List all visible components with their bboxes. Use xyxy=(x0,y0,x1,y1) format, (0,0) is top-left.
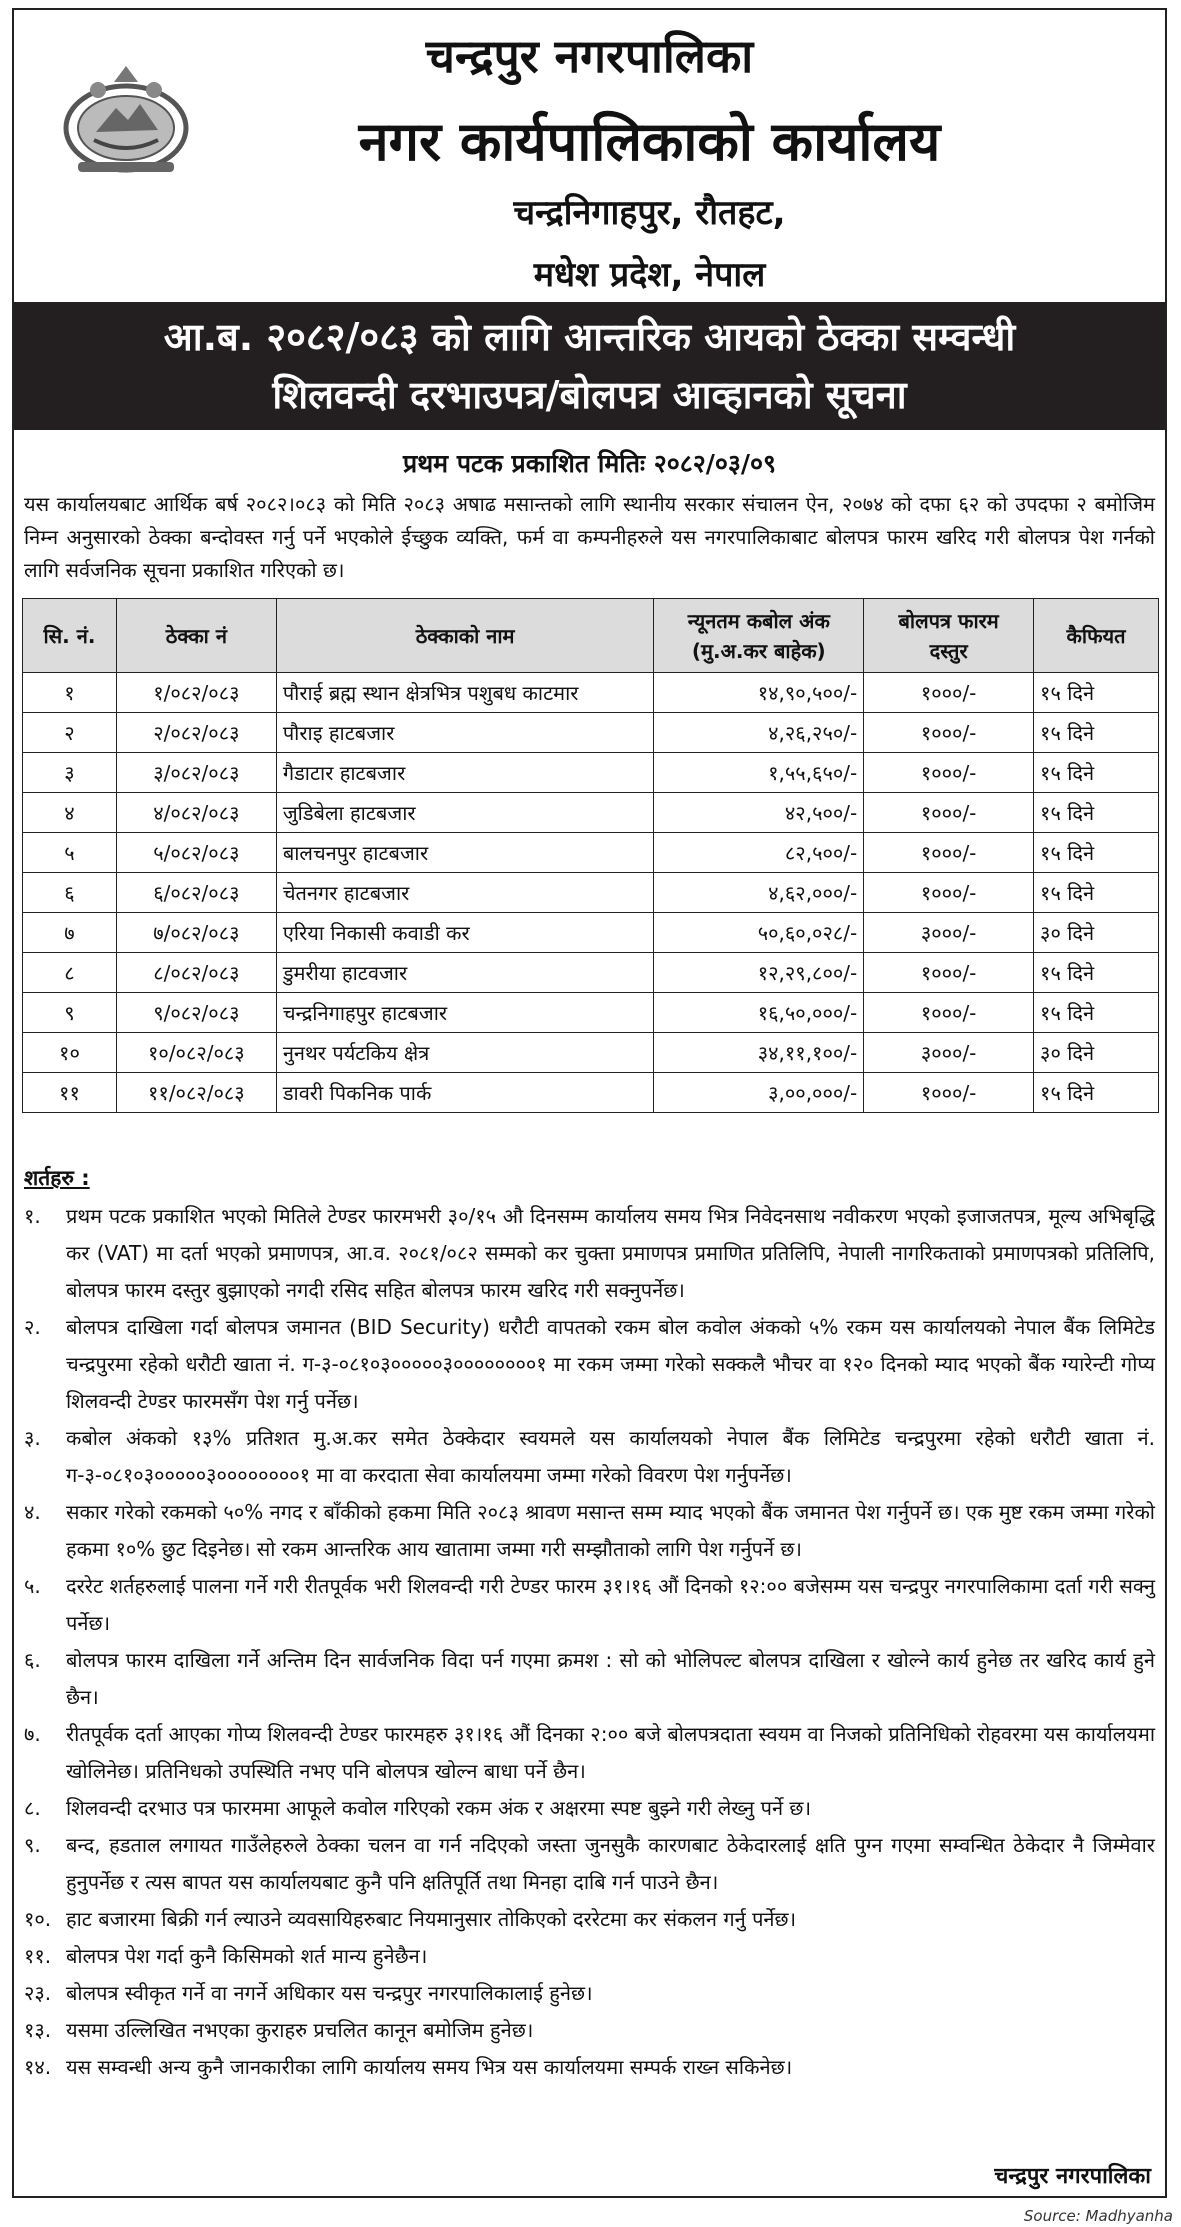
cell-contract-name: बालचनपुर हाटबजार xyxy=(276,833,654,873)
term-item xyxy=(24,1309,1155,1420)
cell-min-bid: ३,००,०००/- xyxy=(654,1073,864,1113)
cell-remarks: १५ दिने xyxy=(1034,953,1159,993)
header-form-fee-line2: दस्तुर xyxy=(929,638,968,663)
term-number: ३. xyxy=(24,1426,41,1450)
cell-contract-name: पौराई ब्रह्म स्थान क्षेत्रभित्र पशुबध काटमार xyxy=(276,673,654,713)
cell-contract-no: ११/०८२/०८३ xyxy=(116,1073,276,1113)
term-number: ६. xyxy=(24,1648,41,1672)
cell-sn: ९ xyxy=(23,993,117,1033)
term-text: दररेट शर्तहरुलाई पालना गर्ने गरी रीतपूर्वक भरी शिलवन्दी गरी टेण्डर फारम ३१।१६ औं दिनको १२:०० बजेसम्म यस चन्द्रपुर नगरपालिकामा दर्ता गरी सक्नु पर्नेछ। xyxy=(66,1574,1155,1635)
table-row xyxy=(23,913,1159,953)
table-row xyxy=(23,753,1159,793)
table-row xyxy=(23,793,1159,833)
cell-min-bid: ४,२६,२५०/- xyxy=(654,713,864,753)
cell-form-fee: ३०००/- xyxy=(864,913,1034,953)
term-number: ८. xyxy=(24,1796,41,1820)
tender-table xyxy=(22,598,1159,1113)
table-header-row xyxy=(23,599,1159,673)
term-number: ४. xyxy=(24,1500,41,1524)
cell-form-fee: ३०००/- xyxy=(864,1033,1034,1073)
cell-contract-name: पौराइ हाटबजार xyxy=(276,713,654,753)
cell-sn: १० xyxy=(23,1033,117,1073)
address-line-1: चन्द्रनिगाहपुर, रौतहट, xyxy=(513,193,786,233)
term-text: बोलपत्र स्वीकृत गर्ने वा नगर्ने अधिकार यस चन्द्रपुर नगरपालिकालाई हुनेछ। xyxy=(66,1981,593,2005)
municipality-name: चन्द्रपुर नगरपालिका xyxy=(425,29,754,83)
cell-remarks: १५ दिने xyxy=(1034,753,1159,793)
cell-remarks: ३० दिने xyxy=(1034,913,1159,953)
term-number: १३. xyxy=(24,2018,52,2042)
cell-sn: ३ xyxy=(23,753,117,793)
cell-contract-no: ४/०८२/०८३ xyxy=(116,793,276,833)
cell-contract-name: नुनथर पर्यटकिय क्षेत्र xyxy=(276,1033,654,1073)
cell-form-fee: १०००/- xyxy=(864,713,1034,753)
cell-contract-no: २/०८२/०८३ xyxy=(116,713,276,753)
cell-contract-no: ७/०८२/०८३ xyxy=(116,913,276,953)
term-text: रीतपूर्वक दर्ता आएका गोप्य शिलवन्दी टेण्डर फारमहरु ३१।१६ औं दिनका २:०० बजे बोलपत्रदाता स्वयम वा निजको प्रतिनिधिको रोहवरमा यस कार्यालयमा खोलिनेछ। प्रतिनिधको उपस्थिति नभए पनि बोलपत्र खोल्न बाधा पर्ने छैन। xyxy=(66,1722,1155,1783)
cell-remarks: १५ दिने xyxy=(1034,1073,1159,1113)
cell-min-bid: ५०,६०,०२८/- xyxy=(654,913,864,953)
table-row xyxy=(23,993,1159,1033)
table-row xyxy=(23,953,1159,993)
term-item xyxy=(24,1568,1155,1642)
table-row xyxy=(23,833,1159,873)
term-number: २३. xyxy=(24,1981,52,2005)
term-text: बोलपत्र दाखिला गर्दा बोलपत्र जमानत (BID Security) धरौटी वापतको रकम बोल कवोल अंकको ५% रकम यस कार्यालयको नेपाल बैंक लिमिटेड चन्द्रपुरमा रहेको धरौटी खाता नं. ग-३-०८१०३०००००३००००००००१ मा रकम जम्मा गरेको सक्कलै भौचर वा १२० दिनको म्याद भएको बैंक ग्यारेन्टी गोप्य शिलवन्दी टेण्डर फारमसँग पेश गर्नु पर्नेछ। xyxy=(66,1315,1155,1413)
cell-form-fee: १०००/- xyxy=(864,673,1034,713)
term-number: १४. xyxy=(24,2055,52,2079)
cell-contract-no: १०/०८२/०८३ xyxy=(116,1033,276,1073)
table-row xyxy=(23,1033,1159,1073)
term-text: बोलपत्र पेश गर्दा कुनै किसिमको शर्त मान्य हुनेछैन। xyxy=(66,1944,428,1968)
tender-table-body xyxy=(23,673,1159,1113)
address-line-2: मधेश प्रदेश, नेपाल xyxy=(533,255,766,295)
cell-remarks: १५ दिने xyxy=(1034,793,1159,833)
term-text: बोलपत्र फारम दाखिला गर्ने अन्तिम दिन सार्वजनिक विदा पर्न गएमा क्रमश : सो को भोलिपल्ट बोलपत्र दाखिला र खोल्ने कार्य हुनेछ तर खरिद कार्य हुने छैन। xyxy=(66,1648,1155,1709)
notice-header xyxy=(14,10,1165,302)
table-row xyxy=(23,873,1159,913)
term-text: प्रथम पटक प्रकाशित भएको मितिले टेण्डर फारमभरी ३०/१५ औ दिनसम्म कार्यालय समय भित्र निवेदनसाथ नवीकरण भएको इजाजतपत्र, मूल्य अभिबृद्धि कर (VAT) मा दर्ता भएको प्रमाणपत्र, आ.व. २०८१/०८२ सम्मको कर चुक्ता प्रमाणपत्र प्रमाणित प्रतिलिपि, नेपाली नागरिकताको प्रमाणपत्रको प्रतिलिपि, बोलपत्र फारम दस्तुर बुझाएको नगदी रसिद सहित बोलपत्र फारम खरिद गरी सक्नुपर्नेछ। xyxy=(66,1204,1155,1302)
term-text: शिलवन्दी दरभाउ पत्र फारममा आफूले कवोल गरिएको रकम अंक र अक्षरमा स्पष्ट बुझ्ने गरी लेख्नु पर्ने छ। xyxy=(66,1796,812,1820)
cell-min-bid: १४,९०,५००/- xyxy=(654,673,864,713)
banner-line-2: शिलवन्दी दरभाउपत्र/बोलपत्र आव्हानको सूचना xyxy=(272,373,907,417)
header-contract-no: ठेक्का नं xyxy=(116,599,276,673)
cell-min-bid: १६,५०,०००/- xyxy=(654,993,864,1033)
cell-min-bid: ३४,११,१००/- xyxy=(654,1033,864,1073)
header-remarks: कैफियत xyxy=(1034,599,1159,673)
term-number: ९. xyxy=(24,1833,41,1857)
header-form-fee xyxy=(864,599,1034,673)
cell-remarks: १५ दिने xyxy=(1034,833,1159,873)
header-min-bid xyxy=(654,599,864,673)
term-item xyxy=(24,1975,1155,2012)
cell-contract-no: ३/०८२/०८३ xyxy=(116,753,276,793)
cell-contract-name: चन्द्रनिगाहपुर हाटबजार xyxy=(276,993,654,1033)
term-text: कबोल अंकको १३% प्रतिशत मु.अ.कर समेत ठेक्केदार स्वयमले यस कार्यालयको नेपाल बैंक लिमिटेड चन्द्रपुरमा रहेको धरौटी खाता नं. ग-३-०८१०३०००००३००००००००१ मा वा करदाता सेवा कार्यालयमा जम्मा गरेको विवरण पेश गर्नुपर्नेछ। xyxy=(66,1426,1155,1487)
cell-form-fee: १०००/- xyxy=(864,993,1034,1033)
cell-contract-name: डुमरीया हाटवजार xyxy=(276,953,654,993)
cell-contract-no: ५/०८२/०८३ xyxy=(116,833,276,873)
term-text: बन्द, हडताल लगायत गाउँलेहरुले ठेक्का चलन वा गर्न नदिएको जस्ता जुनसुकै कारणबाट ठेकेदारलाई क्षति पुग्न गएमा सम्वन्धित ठेकेदार नै जिम्मेवार हुनुपर्नेछ र त्यस बापत यस कार्यालयबाट कुनै पनि क्षतिपूर्ति तथा मिनहा दाबि गर्न पाउने छैन। xyxy=(66,1833,1155,1894)
term-text: यस सम्वन्धी अन्य कुनै जानकारीका लागि कार्यालय समय भित्र यस कार्यालयमा सम्पर्क राख्न सकिनेछ। xyxy=(66,2055,793,2079)
cell-form-fee: १०००/- xyxy=(864,833,1034,873)
cell-contract-name: जुडिबेला हाटबजार xyxy=(276,793,654,833)
term-item xyxy=(24,1901,1155,1938)
cell-contract-name: डावरी पिकनिक पार्क xyxy=(276,1073,654,1113)
cell-contract-name: चेतनगर हाटबजार xyxy=(276,873,654,913)
term-item xyxy=(24,2012,1155,2049)
table-row xyxy=(23,1073,1159,1113)
term-text: यसमा उल्लिखित नभएका कुराहरु प्रचलित कानून बमोजिम हुनेछ। xyxy=(66,2018,534,2042)
header-sn: सि. नं. xyxy=(23,599,117,673)
term-item xyxy=(24,1827,1155,1901)
term-item xyxy=(24,1790,1155,1827)
cell-form-fee: १०००/- xyxy=(864,793,1034,833)
term-number: ७. xyxy=(24,1722,41,1746)
cell-remarks: १५ दिने xyxy=(1034,873,1159,913)
header-min-bid-line1: न्यूनतम कबोल अंक xyxy=(687,608,830,633)
notice-page xyxy=(12,8,1167,2198)
term-number: ५. xyxy=(24,1574,41,1598)
cell-sn: ११ xyxy=(23,1073,117,1113)
term-number: ११. xyxy=(24,1944,52,1968)
cell-sn: २ xyxy=(23,713,117,753)
cell-sn: ४ xyxy=(23,793,117,833)
cell-min-bid: ४,६२,०००/- xyxy=(654,873,864,913)
cell-sn: ७ xyxy=(23,913,117,953)
table-row xyxy=(23,673,1159,713)
cell-contract-no: ८/०८२/०८३ xyxy=(116,953,276,993)
cell-form-fee: १०००/- xyxy=(864,1073,1034,1113)
cell-form-fee: १०००/- xyxy=(864,873,1034,913)
term-item xyxy=(24,1642,1155,1716)
cell-form-fee: १०००/- xyxy=(864,753,1034,793)
publish-date: प्रथम पटक प्रकाशित मितिः २०८२/०३/०९ xyxy=(402,449,777,478)
term-number: १. xyxy=(24,1204,41,1228)
cell-sn: १ xyxy=(23,673,117,713)
office-name: नगर कार्यपालिकाको कार्यालय xyxy=(358,110,941,173)
cell-sn: ५ xyxy=(23,833,117,873)
term-item xyxy=(24,1420,1155,1494)
source-credit: Source: Madhyanha xyxy=(1023,2207,1173,2225)
header-form-fee-line1: बोलपत्र फारम xyxy=(898,608,999,633)
header-min-bid-line2: (मु.अ.कर बाहेक) xyxy=(691,638,826,663)
cell-remarks: १५ दिने xyxy=(1034,993,1159,1033)
term-item xyxy=(24,1938,1155,1975)
cell-min-bid: १२,२९,८००/- xyxy=(654,953,864,993)
cell-remarks: १५ दिने xyxy=(1034,713,1159,753)
cell-remarks: ३० दिने xyxy=(1034,1033,1159,1073)
cell-contract-name: गैडाटार हाटबजार xyxy=(276,753,654,793)
cell-form-fee: १०००/- xyxy=(864,953,1034,993)
terms-title: शर्तहरु : xyxy=(24,1166,90,1190)
term-number: १०. xyxy=(24,1907,52,1931)
intro-paragraph: यस कार्यालयबाट आर्थिक बर्ष २०८२।०८३ को मिति २०८३ अषाढ मसान्तको लागि स्थानीय सरकार संचालन ऐन, २०७४ को दफा ६२ को उपदफा २ बमोजिम निम्न अनुसारको ठेक्का बन्दोवस्त गर्नु पर्ने भएकोले ईच्छुक व्यक्ति, फर्म वा कम्पनीहरुले यस नगरपालिकाबाट बोलपत्र फारम खरिद गरी बोलपत्र पेश गर्नको लागि सर्वजनिक सूचना प्रकाशित गरिएको छ। xyxy=(24,492,1155,582)
term-item xyxy=(24,1716,1155,1790)
cell-contract-name: एरिया निकासी कवाडी कर xyxy=(276,913,654,953)
cell-sn: ८ xyxy=(23,953,117,993)
term-text: सकार गरेको रकमको ५०% नगद र बाँकीको हकमा मिति २०८३ श्रावण मसान्त सम्म म्याद भएको बैंक जमानत पेश गर्नुपर्ने छ। एक मुष्ट रकम जम्मा गरेको हकमा १०% छुट दिइनेछ। सो रकम आन्तरिक आय खातामा जम्मा गरी सम्झौताको लागि पेश गर्नुपर्ने छ। xyxy=(66,1500,1155,1561)
term-item xyxy=(24,1198,1155,1309)
term-item xyxy=(24,2049,1155,2086)
header-contract-name: ठेक्काको नाम xyxy=(276,599,654,673)
cell-min-bid: १,५५,६५०/- xyxy=(654,753,864,793)
cell-remarks: १५ दिने xyxy=(1034,673,1159,713)
cell-min-bid: ८२,५००/- xyxy=(654,833,864,873)
term-number: २. xyxy=(24,1315,41,1339)
cell-contract-no: ६/०८२/०८३ xyxy=(116,873,276,913)
table-row xyxy=(23,713,1159,753)
cell-sn: ६ xyxy=(23,873,117,913)
term-text: हाट बजारमा बिक्री गर्न ल्याउने व्यवसायिहरुबाट नियमानुसार तोकिएको दररेटमा कर संकलन गर्नु पर्नेछ। xyxy=(66,1907,797,1931)
cell-min-bid: ४२,५००/- xyxy=(654,793,864,833)
banner-line-1: आ.ब. २०८२/०८३ को लागि आन्तरिक आयको ठेक्का सम्वन्धी xyxy=(163,315,1016,359)
cell-contract-no: ९/०८२/०८३ xyxy=(116,993,276,1033)
term-item xyxy=(24,1494,1155,1568)
notice-title-banner xyxy=(14,302,1165,430)
signature: चन्द्रपुर नगरपालिका xyxy=(994,2164,1151,2189)
cell-contract-no: १/०८२/०८३ xyxy=(116,673,276,713)
terms-list xyxy=(24,1198,1155,2086)
